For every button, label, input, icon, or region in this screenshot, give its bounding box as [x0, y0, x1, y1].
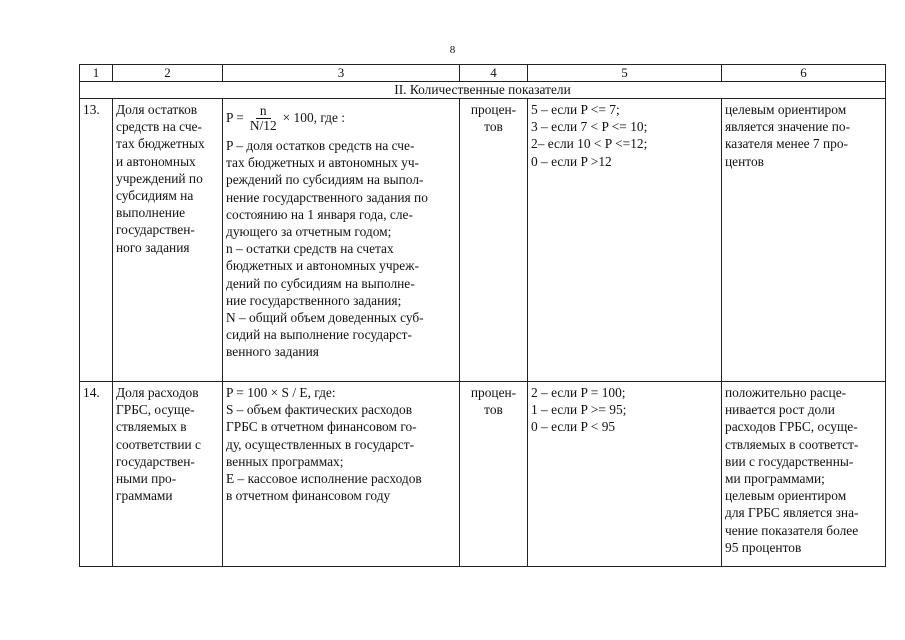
section-title: II. Количественные показатели: [80, 82, 886, 99]
row-number: 14.: [80, 382, 113, 567]
formula-rhs: × 100, где :: [282, 110, 345, 126]
header-cell-5: 5: [528, 65, 722, 82]
header-cell-1: 1: [80, 65, 113, 82]
formula-lhs: P =: [226, 110, 244, 126]
page-number: 8: [449, 44, 456, 56]
formula-fraction: [246, 104, 281, 133]
formula-denominator: N/12: [249, 117, 277, 133]
header-cell-3: 3: [223, 65, 460, 82]
row-number: 13.: [80, 99, 113, 382]
comment: положительно расце- нивается рост доли расходов ГРБС, осуще- ствляемых в соответст- вии с государственны- ми программами; целевым ориентиром для ГРБС является зна- чение показателя более 95 процентов: [722, 382, 886, 567]
comment: целевым ориентиром является значение по- казателя менее 7 про- центов: [722, 99, 886, 382]
indicator-name: Доля расходов ГРБС, осуще- ствляемых в соответствии с государствен- ными про- граммами: [113, 382, 223, 567]
formula-numerator: n: [256, 104, 271, 119]
header-cell-4: 4: [460, 65, 528, 82]
section-row: [80, 82, 886, 99]
formula: [226, 101, 456, 135]
header-row: [80, 65, 886, 82]
header-cell-6: 6: [722, 65, 886, 82]
score-rules: 5 – если P <= 7; 3 – если 7 < P <= 10; 2– если 10 < P <=12; 0 – если P >12: [528, 99, 722, 382]
calculation-method: [223, 99, 460, 382]
table-row-14: [80, 382, 886, 567]
score-rules: 2 – если P = 100; 1 – если P >= 95; 0 – если P < 95: [528, 382, 722, 567]
method-description: P – доля остатков средств на сче- тах бюджетных и автономных уч- реждений по субсидиям на выпол- нение государственного задания по состоянию на 1 января года, сле- дующего за отчетным годом; n – остатки средств на счетах бюджетных и автономных учреж- дений по субсидиям на выполне- ние государственного задания; N – общий объем доведенных суб- сидий на выполнение государст- венного задания: [226, 138, 428, 360]
indicator-name: Доля остатков средств на сче- тах бюджетных и автономных учреждений по субсидиям на выполнение государствен- ного задания: [113, 99, 223, 382]
unit: процен- тов: [460, 99, 528, 382]
indicators-table: [79, 64, 886, 567]
unit: процен- тов: [460, 382, 528, 567]
calculation-method: P = 100 × S / E, где: S – объем фактических расходов ГРБС в отчетном финансовом го- ду, осуществленных в государст- венных программах; E – кассовое исполнение расходов в отчетном финансовом году: [223, 382, 460, 567]
header-cell-2: 2: [113, 65, 223, 82]
table-row-13: [80, 99, 886, 382]
